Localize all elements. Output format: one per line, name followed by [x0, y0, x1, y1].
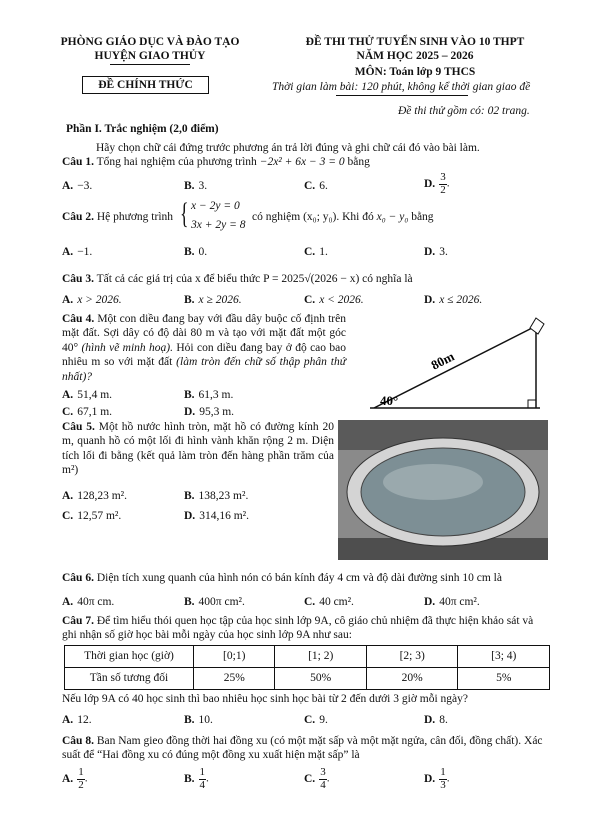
q4-hint2: (làm tròn đến chữ số thập phân thứ nhất)? — [62, 356, 347, 383]
q8-option-c[interactable]: C. $\frac{3}{4}$ . — [304, 766, 330, 791]
q1-option-a[interactable]: A. −3. — [62, 180, 93, 192]
q7-label: Câu 7. — [62, 615, 94, 627]
q5-option-a[interactable]: A. 128,23 m². — [62, 490, 127, 502]
q4-stem — [62, 312, 346, 384]
q3-option-b[interactable]: B. x ≥ 2026. — [184, 294, 242, 306]
q8-b-fraction: $\frac{1}{4}$ — [199, 766, 206, 791]
q1-option-d[interactable]: D. $\frac{3}{2}$ . — [424, 171, 450, 196]
kite-string — [374, 326, 536, 408]
q7-option-a[interactable]: A. 12. — [62, 714, 92, 726]
table-cell: 25% — [194, 668, 275, 690]
exam-title: ĐỀ THI THỬ TUYỂN SINH VÀO 10 THPT — [305, 36, 525, 48]
time-note: Thời gian làm bài: 120 phút, không kể thời gian giao đề — [272, 81, 531, 93]
q7-text: Để tìm hiểu thói quen học tập của học sinh lớp 9A, cô giáo chủ nhiệm đã thực hiện khảo sát và ghi nhận số giờ học bài mỗi ngày của học sinh lớp 9A như sau: — [62, 615, 534, 642]
district-underline — [110, 64, 190, 65]
q2-text: Hệ phương trình — [96, 211, 174, 223]
table-cell: 50% — [275, 668, 367, 690]
q6-option-c[interactable]: C. 40 cm². — [304, 596, 354, 608]
q3-option-d[interactable]: D. x ≤ 2026. — [424, 294, 483, 306]
subject: MÔN: Toán lớp 9 THCS — [354, 66, 476, 78]
q7-stem — [62, 614, 550, 643]
q2-mid: có nghiệm (x₀; y₀). Khi đó — [252, 211, 374, 223]
school-year: NĂM HỌC 2025 – 2026 — [356, 50, 474, 62]
q5-stem — [62, 420, 334, 478]
q4-option-b[interactable]: B. 61,3 m. — [184, 389, 234, 401]
part1-title: Phần I. Trắc nghiệm (2,0 điểm) — [66, 123, 219, 135]
part1-instruction: Hãy chọn chữ cái đứng trước phương án trả lời đúng và ghi chữ cái đó vào bài làm. — [96, 142, 480, 154]
q6-stem — [62, 571, 502, 585]
q7-option-d[interactable]: D. 8. — [424, 714, 448, 726]
q8-option-a[interactable]: A. $\frac{1}{2}$ . — [62, 766, 88, 791]
q3-option-a[interactable]: A. x > 2026. — [62, 294, 122, 306]
q2-stem-tail — [252, 210, 434, 224]
q3-label: Câu 3. — [62, 273, 94, 285]
pages-note: Đề thi thử gồm có: 02 trang. — [398, 105, 530, 117]
q8-text: Ban Nam gieo đồng thời hai đồng xu (có một mặt sấp và một mặt ngửa, cân đối, đồng chất). Xác suất để “Hai đồng xu có đúng một đồng xu xuất hiện mặt sấp” là — [62, 735, 543, 762]
q2-tail: bằng — [411, 211, 434, 223]
q5-text: Một hồ nước hình tròn, mặt hồ có đường kính 20 m, quanh hồ có một lối đi hình vành khăn rộng 2 m. Diện tích lối đi bằng (kết quả làm tròn đến hàng phần trăm của m²) — [62, 421, 334, 477]
table-header-cell: Thời gian học (giờ) — [65, 646, 194, 668]
q2-brace: { — [180, 197, 189, 230]
lake-photo — [338, 420, 548, 560]
right-angle-mark — [528, 400, 536, 408]
q7-option-c[interactable]: C. 9. — [304, 714, 328, 726]
q2-stem — [62, 210, 173, 224]
q4-hint: (hình vẽ minh hoạ). — [81, 341, 173, 354]
table-row — [65, 646, 550, 668]
q7-option-b[interactable]: B. 10. — [184, 714, 213, 726]
q4-option-c[interactable]: C. 67,1 m. — [62, 406, 113, 418]
q1-text: Tổng hai nghiệm của phương trình — [96, 156, 257, 168]
q1-label: Câu 1. — [62, 156, 94, 168]
q1-option-c[interactable]: C. 6. — [304, 180, 328, 192]
q3-stem — [62, 272, 413, 286]
q5-option-c[interactable]: C. 12,57 m². — [62, 510, 122, 522]
q1-stem — [62, 155, 370, 169]
kite-figure — [352, 312, 552, 414]
kite-icon — [530, 318, 544, 334]
official-badge: ĐỀ CHÍNH THỨC — [82, 76, 209, 94]
table-cell: 5% — [458, 668, 550, 690]
table-cell: 20% — [366, 668, 458, 690]
q6-label: Câu 6. — [62, 572, 94, 584]
q8-option-b[interactable]: B. $\frac{1}{4}$ . — [184, 766, 209, 791]
table-cell: [0;1) — [194, 646, 275, 668]
q1-tail: bằng — [347, 156, 370, 168]
q2-eq1: x − 2y = 0 — [191, 200, 240, 212]
q1-option-b[interactable]: B. 3. — [184, 180, 208, 192]
q2-label: Câu 2. — [62, 211, 94, 223]
q8-d-fraction: $\frac{1}{3}$ — [440, 766, 446, 791]
frequency-table — [64, 645, 550, 690]
q8-a-fraction: $\frac{1}{2}$ — [78, 766, 84, 791]
q7-question: Nếu lớp 9A có 40 học sinh thì bao nhiêu học sinh học bài từ 2 đến dưới 3 giờ mỗi ngày? — [62, 693, 468, 705]
q2-option-c[interactable]: C. 1. — [304, 246, 328, 258]
q8-label: Câu 8. — [62, 735, 94, 747]
angle-label: 40° — [380, 393, 399, 408]
q2-eq2: 3x + 2y = 8 — [191, 219, 246, 231]
table-row — [65, 668, 550, 690]
q1-equation: −2x² + 6x − 3 = 0 — [259, 156, 345, 168]
q8-c-fraction: $\frac{3}{4}$ — [320, 766, 326, 791]
q6-option-b[interactable]: B. 400π cm². — [184, 596, 245, 608]
q5-option-d[interactable]: D. 314,16 m². — [184, 510, 249, 522]
q1-d-fraction: $\frac{3}{2}$ — [440, 171, 446, 196]
q8-stem — [62, 734, 550, 763]
q2-option-d[interactable]: D. 3. — [424, 246, 448, 258]
q3-text: Tất cả các giá trị của x để biểu thức P = 2025√(2026 − x) có nghĩa là — [96, 273, 413, 285]
table-cell: [2; 3) — [366, 646, 458, 668]
district-name: HUYỆN GIAO THỦY — [94, 50, 206, 62]
q6-text: Diện tích xung quanh của hình nón có bán kính đáy 4 cm và độ dài đường sinh 10 cm là — [96, 572, 502, 584]
q4-text: Một con diều đang bay với đầu dây buộc cố định trên mặt đất. Sợi dây có độ dài 80 m và tạo với mặt đất một góc 40° — [62, 313, 346, 354]
q4-option-d[interactable]: D. 95,3 m. — [184, 406, 235, 418]
lake-reflection — [383, 464, 483, 500]
table-cell: [1; 2) — [275, 646, 367, 668]
header-divider — [336, 95, 468, 96]
table-header-cell: Tần số tương đối — [65, 668, 194, 690]
department-name: PHÒNG GIÁO DỤC VÀ ĐÀO TẠO — [60, 36, 240, 48]
q4-label: Câu 4. — [62, 313, 95, 325]
q8-option-d[interactable]: D. $\frac{1}{3}$ . — [424, 766, 450, 791]
q4-text2: Hỏi con diều đang bay ở độ cao bao nhiêu m so với mặt đất — [62, 341, 346, 369]
q6-option-a[interactable]: A. 40π cm. — [62, 596, 115, 608]
q5-option-b[interactable]: B. 138,23 m². — [184, 490, 249, 502]
q2-option-b[interactable]: B. 0. — [184, 246, 208, 258]
q2-expr: x₀ − y₀ — [376, 211, 409, 223]
q3-option-c[interactable]: C. x < 2026. — [304, 294, 364, 306]
string-length-label: 80m — [428, 348, 457, 373]
q4-option-a[interactable]: A. 51,4 m. — [62, 389, 113, 401]
q6-option-d[interactable]: D. 40π cm². — [424, 596, 480, 608]
q5-label: Câu 5. — [62, 421, 95, 433]
table-cell: [3; 4) — [458, 646, 550, 668]
q2-option-a[interactable]: A. −1. — [62, 246, 93, 258]
